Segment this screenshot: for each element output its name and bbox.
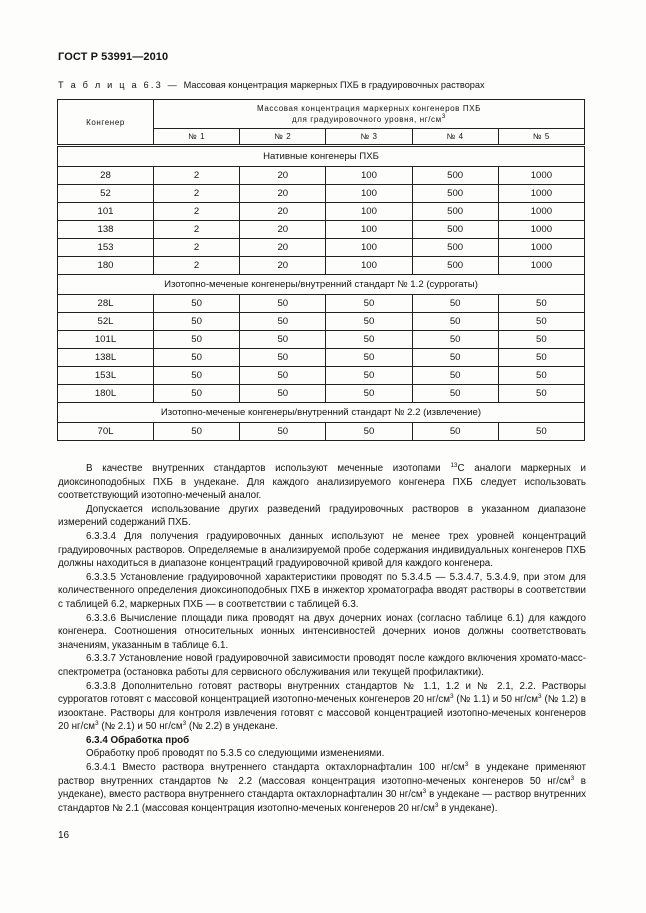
table-row <box>58 423 585 441</box>
paragraph <box>58 530 586 571</box>
superscript: 3 <box>434 801 439 809</box>
text-run: в ундекане). <box>438 802 498 814</box>
text-run: в ундекане — раствор внутренних стандартов № 2.1 (массовая концентрация изотопно-меченых конгенеров 20 нг/см <box>58 789 586 814</box>
section-title: Нативные конгенеры ПХБ <box>58 146 585 167</box>
table-row <box>58 185 585 203</box>
value-cell: 50 <box>412 295 498 313</box>
congener-cell: 138L <box>58 349 154 367</box>
table-row <box>58 349 585 367</box>
value-cell: 50 <box>326 423 412 441</box>
table-row <box>58 313 585 331</box>
value-cell: 20 <box>240 185 326 203</box>
text-run: 6.3.3.5 Установление градуировочной характеристики проводят по 5.3.4.5 — 5.3.4.7, 5.3.4.9, при этом для количественного определения диоксиноподобных ПХБ в инжектор хроматографа вводят растворы в соответствии с таблицей 6.2, маркерных ПХБ — в соответствии с таблицей 6.3. <box>58 571 586 610</box>
value-cell: 50 <box>154 385 240 403</box>
congener-cell: 101 <box>58 203 154 221</box>
value-cell: 20 <box>240 239 326 257</box>
value-cell: 50 <box>412 385 498 403</box>
value-cell: 500 <box>412 257 498 275</box>
section-row <box>58 146 585 167</box>
paragraph <box>58 612 586 653</box>
document-header: ГОСТ Р 53991—2010 <box>58 51 169 63</box>
congener-cell: 101L <box>58 331 154 349</box>
value-cell: 50 <box>412 423 498 441</box>
text-run: 6.3.3.6 Вычисление площади пика проводят на двух дочерних ионах (согласно таблице 6.1) для каждого конгенера. Соотношения относительных ионных интенсивностей дочерних ионов должны соответствовать значениям, указанным в таблице 6.1. <box>58 612 586 651</box>
value-cell: 50 <box>326 367 412 385</box>
paragraph <box>58 571 586 612</box>
value-cell: 100 <box>326 167 412 185</box>
header-level: № 5 <box>498 129 584 146</box>
superscript: 3 <box>422 788 427 796</box>
concentration-table <box>57 99 585 441</box>
text-run: (№ 1.1) и 50 нг/см <box>453 694 539 706</box>
congener-cell: 28L <box>58 295 154 313</box>
value-cell: 50 <box>412 331 498 349</box>
value-cell: 50 <box>412 313 498 331</box>
value-cell: 500 <box>412 167 498 185</box>
value-cell: 1000 <box>498 221 584 239</box>
text-run: 6.3.4.1 Вместо раствора внутреннего стандарта октахлорнафталин 100 нг/см <box>86 762 465 774</box>
value-cell: 50 <box>498 313 584 331</box>
text-run: 6.3.3.4 Для получения градуировочных данных используют не менее трех уровней концентраций градуировочных растворов. Определяемые в анализируемой пробе содержания индивидуальных конгенеров ПХБ должны находиться в диапазоне концентраций градуировочной кривой для каждого конгенера. <box>58 530 586 570</box>
value-cell: 50 <box>154 423 240 441</box>
table-row <box>58 221 585 239</box>
section-row <box>58 275 585 295</box>
value-cell: 50 <box>240 367 326 385</box>
superscript: 3 <box>94 720 99 728</box>
value-cell: 100 <box>326 221 412 239</box>
value-cell: 2 <box>154 257 240 275</box>
value-cell: 2 <box>154 167 240 185</box>
value-cell: 50 <box>498 423 584 441</box>
paragraph <box>58 462 586 503</box>
text-run: 6.3.3.8 Дополнительно готовят растворы внутренних стандартов № 1.1, 1.2 и № 2.1, 2.2. Растворы суррогатов готовят с массовой концентрацией изотопно-меченых конгенеров 20 нг/см <box>58 680 586 706</box>
header-level: № 1 <box>154 129 240 146</box>
value-cell: 2 <box>154 239 240 257</box>
superscript: 3 <box>570 774 575 782</box>
congener-cell: 52L <box>58 313 154 331</box>
table-caption-label: Т а б л и ц а 6.3 — <box>58 80 180 90</box>
superscript: 3 <box>538 693 542 701</box>
value-cell: 20 <box>240 257 326 275</box>
value-cell: 100 <box>326 239 412 257</box>
header-group-line1: Массовая концентрация маркерных конгенеров ПХБ <box>257 104 481 113</box>
value-cell: 50 <box>154 349 240 367</box>
value-cell: 50 <box>498 367 584 385</box>
header-group-sup: 3 <box>441 113 446 120</box>
value-cell: 50 <box>326 349 412 367</box>
value-cell: 50 <box>240 313 326 331</box>
congener-cell: 70L <box>58 423 154 441</box>
table-row <box>58 257 585 275</box>
table-row <box>58 203 585 221</box>
text-run: C аналоги маркерных и диоксиноподобных ПХБ в ундекане. Для каждого анализируемого конгенера ПХБ следует использовать соответствующий изотопно-меченый аналог. <box>58 463 587 502</box>
value-cell: 50 <box>498 385 584 403</box>
section-title: Изотопно-меченые конгенеры/внутренний стандарт № 2.2 (извлечение) <box>58 403 585 423</box>
congener-cell: 28 <box>58 167 154 185</box>
table-row <box>58 295 585 313</box>
header-level: № 2 <box>240 129 326 146</box>
paragraph <box>58 747 586 761</box>
value-cell: 100 <box>326 185 412 203</box>
value-cell: 2 <box>154 203 240 221</box>
value-cell: 50 <box>498 331 584 349</box>
text-run: 6.3.4 Обработка проб <box>86 734 190 746</box>
section-row <box>58 403 585 423</box>
paragraph <box>58 680 586 734</box>
value-cell: 50 <box>240 331 326 349</box>
header-congener: Конгенер <box>58 100 154 146</box>
value-cell: 50 <box>412 367 498 385</box>
value-cell: 20 <box>240 203 326 221</box>
header-level: № 4 <box>412 129 498 146</box>
paragraph <box>58 503 586 530</box>
text-run: (№ 2.1) и 50 нг/см <box>98 721 183 733</box>
value-cell: 50 <box>240 349 326 367</box>
text-run: в ундекане применяют раствор внутренних стандартов № 2.2 (массовая концентрация изотопно-меченых конгенеров 50 нг/см <box>58 762 586 787</box>
value-cell: 50 <box>498 295 584 313</box>
text-run: Обработку проб проводят по 5.3.5 со следующими изменениями. <box>86 748 385 760</box>
table-row <box>58 239 585 257</box>
header-level: № 3 <box>326 129 412 146</box>
table-row <box>58 167 585 185</box>
value-cell: 50 <box>412 349 498 367</box>
superscript: 3 <box>464 761 469 769</box>
header-concentration-group <box>154 100 585 129</box>
value-cell: 50 <box>240 385 326 403</box>
value-cell: 100 <box>326 203 412 221</box>
page-number: 16 <box>58 830 70 841</box>
value-cell: 20 <box>240 167 326 185</box>
value-cell: 1000 <box>498 239 584 257</box>
table-caption-text: Массовая концентрация маркерных ПХБ в градуировочных растворах <box>183 80 485 90</box>
value-cell: 20 <box>240 221 326 239</box>
value-cell: 500 <box>412 221 498 239</box>
table-row <box>58 385 585 403</box>
table-caption <box>58 80 485 90</box>
table-row <box>58 367 585 385</box>
congener-cell: 153 <box>58 239 154 257</box>
superscript: 3 <box>450 693 454 701</box>
value-cell: 50 <box>498 349 584 367</box>
text-run: 6.3.3.7 Установление новой градуировочной зависимости проводят после каждого включения хромато-масс-спектрометра (остановка работы для сервисного обслуживания или текущей профилактики). <box>58 653 586 678</box>
value-cell: 500 <box>412 185 498 203</box>
value-cell: 1000 <box>498 257 584 275</box>
congener-cell: 180L <box>58 385 154 403</box>
congener-cell: 180 <box>58 257 154 275</box>
value-cell: 500 <box>412 239 498 257</box>
value-cell: 500 <box>412 203 498 221</box>
value-cell: 50 <box>154 331 240 349</box>
table-row <box>58 331 585 349</box>
section-title: Изотопно-меченые конгенеры/внутренний стандарт № 1.2 (суррогаты) <box>58 275 585 295</box>
value-cell: 2 <box>154 221 240 239</box>
value-cell: 50 <box>240 295 326 313</box>
value-cell: 50 <box>326 331 412 349</box>
value-cell: 2 <box>154 185 240 203</box>
congener-cell: 153L <box>58 367 154 385</box>
value-cell: 50 <box>326 295 412 313</box>
value-cell: 1000 <box>498 185 584 203</box>
value-cell: 100 <box>326 257 412 275</box>
header-group-line2: для градуировочного уровня, нг/см <box>292 115 442 124</box>
body-text <box>58 462 586 815</box>
paragraph <box>58 652 586 679</box>
text-run: (№ 2.2) в ундекане. <box>186 721 278 733</box>
value-cell: 50 <box>240 423 326 441</box>
text-run: в ундекане), вместо раствора внутреннего стандарта октахлорнафталин 30 нг/см <box>58 775 586 801</box>
text-run: В качестве внутренних стандартов используют меченные изотопами <box>86 463 451 474</box>
value-cell: 50 <box>154 367 240 385</box>
congener-cell: 138 <box>58 221 154 239</box>
section-heading <box>58 734 586 748</box>
value-cell: 50 <box>154 295 240 313</box>
paragraph <box>58 761 586 815</box>
text-run: (№ 1.2) в изооктане. Растворы для контроля извлечения готовят с массовой концентрацией изотопно-меченых конгенеров 20 нг/см <box>58 694 586 733</box>
value-cell: 50 <box>326 313 412 331</box>
value-cell: 50 <box>326 385 412 403</box>
value-cell: 1000 <box>498 167 584 185</box>
congener-cell: 52 <box>58 185 154 203</box>
value-cell: 1000 <box>498 203 584 221</box>
superscript: 3 <box>182 720 187 728</box>
text-run: Допускается использование других разведений градуировочных растворов в указанном диапазоне измерений содержаний ПХБ. <box>58 503 586 529</box>
superscript: 13 <box>450 462 458 469</box>
value-cell: 50 <box>154 313 240 331</box>
